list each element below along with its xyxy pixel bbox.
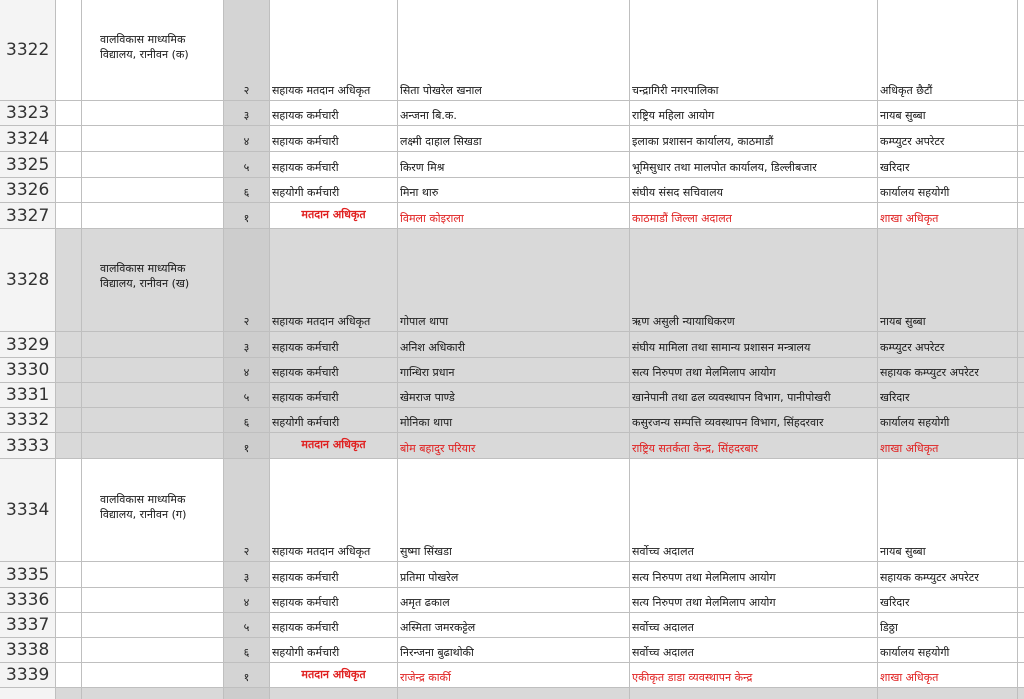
table-row [0,332,1024,358]
cell-name[interactable]: निरन्जना बुढाथोकी [398,638,630,662]
cell-office[interactable]: संघीय मामिला तथा सामान्य प्रशासन मन्त्रालय [630,332,878,357]
table-row [0,562,1024,588]
cell-seq[interactable] [224,688,270,699]
cell-post[interactable]: कार्यालय सहयोगी [878,408,1018,432]
cell-edge[interactable] [1018,229,1024,331]
cell-office[interactable]: सर्वोच्च अदालत [630,638,878,662]
cell-blank[interactable] [56,588,82,612]
row-number[interactable]: 3327 [0,203,56,228]
cell-edge[interactable] [1018,0,1024,100]
row-number[interactable]: 3335 [0,562,56,587]
cell-office[interactable]: सर्वोच्च अदालत [630,459,878,561]
cell-role[interactable]: सहयोगी कर्मचारी [270,178,398,202]
table-row [0,588,1024,613]
cell-name[interactable]: राजेन्द्र कार्की [398,663,630,687]
table-row [0,433,1024,459]
cell-office[interactable]: चन्द्रागिरी नगरपालिका [630,0,878,100]
table-row [0,688,1024,699]
cell-edge[interactable] [1018,332,1024,357]
cell-post[interactable] [878,688,1018,699]
cell-post[interactable]: कम्प्युटर अपरेटर [878,332,1018,357]
cell-school[interactable] [82,613,224,637]
table-row [0,152,1024,178]
table-row [0,0,1024,101]
cell-role[interactable]: सहायक कर्मचारी [270,383,398,407]
cell-school[interactable] [82,588,224,612]
cell-post[interactable]: कार्यालय सहयोगी [878,638,1018,662]
table-row [0,459,1024,562]
cell-office[interactable]: राष्ट्रिय सतर्कता केन्द्र, सिंहदरबार [630,433,878,458]
cell-edge[interactable] [1018,408,1024,432]
row-number[interactable]: 3336 [0,588,56,612]
cell-name[interactable]: मोनिका थापा [398,408,630,432]
cell-office[interactable]: कसुरजन्य सम्पत्ति व्यवस्थापन विभाग, सिंहदरवार [630,408,878,432]
table-row [0,178,1024,203]
cell-blank[interactable] [56,101,82,125]
cell-blank[interactable] [56,358,82,382]
cell-blank[interactable] [56,229,82,331]
cell-name[interactable]: गोपाल थापा [398,229,630,331]
row-number[interactable]: 3322 [0,0,56,100]
cell-seq[interactable]: ३ [224,101,270,125]
cell-post[interactable]: कम्प्युटर अपरेटर [878,126,1018,151]
cell-office[interactable]: इलाका प्रशासन कार्यालय, काठमाडौं [630,126,878,151]
cell-blank[interactable] [56,433,82,458]
cell-seq[interactable]: ५ [224,152,270,177]
cell-office[interactable]: एकीकृत डाडा व्यवस्थापन केन्द्र [630,663,878,687]
cell-edge[interactable] [1018,126,1024,151]
cell-school[interactable] [82,688,224,699]
cell-role[interactable]: सहायक कर्मचारी [270,101,398,125]
cell-seq[interactable]: ५ [224,613,270,637]
cell-blank[interactable] [56,178,82,202]
cell-seq[interactable]: २ [224,459,270,561]
cell-role[interactable]: सहायक मतदान अधिकृत [270,0,398,100]
cell-name[interactable]: सिता पोखरेल खनाल [398,0,630,100]
cell-role[interactable]: सहायक कर्मचारी [270,332,398,357]
cell-post[interactable]: खरिदार [878,152,1018,177]
cell-edge[interactable] [1018,663,1024,687]
table-row [0,229,1024,332]
table-row [0,101,1024,126]
cell-blank[interactable] [56,383,82,407]
cell-name[interactable]: गान्धिरा प्रधान [398,358,630,382]
cell-role[interactable]: मतदान अधिकृत [270,433,398,458]
cell-school[interactable] [82,126,224,151]
cell-post[interactable]: नायब सुब्बा [878,459,1018,561]
row-number[interactable]: 3329 [0,332,56,357]
cell-role[interactable]: सहायक कर्मचारी [270,588,398,612]
cell-role[interactable]: सहायक कर्मचारी [270,562,398,587]
cell-post[interactable]: खरिदार [878,383,1018,407]
row-number[interactable]: 3338 [0,638,56,662]
cell-seq[interactable]: ६ [224,178,270,202]
cell-edge[interactable] [1018,459,1024,561]
cell-school[interactable] [82,663,224,687]
cell-edge[interactable] [1018,152,1024,177]
cell-school[interactable] [82,562,224,587]
cell-post[interactable]: शाखा अधिकृत [878,203,1018,228]
cell-office[interactable] [630,688,878,699]
cell-school[interactable] [82,638,224,662]
row-number[interactable]: 3324 [0,126,56,151]
cell-office[interactable]: ऋण असुली न्यायाधिकरण [630,229,878,331]
cell-role[interactable]: सहायक कर्मचारी [270,126,398,151]
cell-blank[interactable] [56,152,82,177]
row-number[interactable]: 3333 [0,433,56,458]
row-number[interactable]: 3328 [0,229,56,331]
cell-office[interactable]: राष्ट्रिय महिला आयोग [630,101,878,125]
cell-post[interactable]: सहायक कम्प्युटर अपरेटर [878,562,1018,587]
row-number[interactable]: 3331 [0,383,56,407]
cell-role[interactable]: सहायक मतदान अधिकृत [270,459,398,561]
row-number[interactable]: 3326 [0,178,56,202]
cell-office[interactable]: भूमिसुधार तथा मालपोत कार्यालय, डिल्लीबजार [630,152,878,177]
cell-blank[interactable] [56,638,82,662]
cell-name[interactable]: सुष्मा सिंखडा [398,459,630,561]
table-row [0,613,1024,638]
cell-post[interactable]: कार्यालय सहयोगी [878,178,1018,202]
cell-blank[interactable] [56,408,82,432]
cell-school[interactable] [82,203,224,228]
cell-name[interactable]: अमृत ढकाल [398,588,630,612]
cell-blank[interactable] [56,562,82,587]
cell-blank[interactable] [56,0,82,100]
cell-blank[interactable] [56,613,82,637]
cell-school[interactable] [82,408,224,432]
cell-blank[interactable] [56,459,82,561]
cell-seq[interactable]: ६ [224,638,270,662]
cell-edge[interactable] [1018,688,1024,699]
cell-name[interactable]: विमला कोइराला [398,203,630,228]
cell-seq[interactable]: ३ [224,562,270,587]
cell-edge[interactable] [1018,638,1024,662]
cell-office[interactable]: खानेपानी तथा ढल व्यवस्थापन विभाग, पानीपोखरी [630,383,878,407]
cell-edge[interactable] [1018,613,1024,637]
cell-seq[interactable]: ४ [224,358,270,382]
cell-role[interactable]: मतदान अधिकृत [270,663,398,687]
cell-office[interactable]: सत्य निरुपण तथा मेलमिलाप आयोग [630,358,878,382]
cell-blank[interactable] [56,663,82,687]
cell-seq[interactable]: ६ [224,408,270,432]
table-row [0,408,1024,433]
cell-blank[interactable] [56,332,82,357]
table-row [0,663,1024,688]
cell-school[interactable] [82,358,224,382]
cell-seq[interactable]: ५ [224,383,270,407]
cell-post[interactable]: खरिदार [878,588,1018,612]
cell-office[interactable]: सर्वोच्च अदालत [630,613,878,637]
cell-school[interactable] [82,383,224,407]
cell-school[interactable]: वालविकास माध्यमिक विद्यालय, रानीवन (ख) [82,229,224,331]
cell-edge[interactable] [1018,433,1024,458]
cell-school[interactable] [82,433,224,458]
cell-edge[interactable] [1018,562,1024,587]
cell-blank[interactable] [56,126,82,151]
cell-seq[interactable]: ३ [224,332,270,357]
table-row [0,358,1024,383]
cell-seq[interactable]: ४ [224,588,270,612]
cell-blank[interactable] [56,203,82,228]
cell-post[interactable]: नायब सुब्बा [878,229,1018,331]
cell-edge[interactable] [1018,101,1024,125]
cell-post[interactable]: सहायक कम्प्युटर अपरेटर [878,358,1018,382]
row-number[interactable] [0,688,56,699]
cell-role[interactable]: सहायक मतदान अधिकृत [270,229,398,331]
cell-name[interactable]: अन्जना बि.क. [398,101,630,125]
cell-name[interactable]: मिना थारु [398,178,630,202]
cell-blank[interactable] [56,688,82,699]
table-row [0,638,1024,663]
cell-school[interactable]: वालविकास माध्यमिक विद्यालय, रानीवन (ग) [82,459,224,561]
cell-office[interactable]: सत्य निरुपण तथा मेलमिलाप आयोग [630,588,878,612]
row-number[interactable]: 3325 [0,152,56,177]
cell-post[interactable]: शाखा अधिकृत [878,433,1018,458]
cell-seq[interactable]: २ [224,0,270,100]
cell-school[interactable]: वालविकास माध्यमिक विद्यालय, रानीवन (क) [82,0,224,100]
cell-role[interactable]: मतदान अधिकृत [270,203,398,228]
cell-name[interactable]: अस्मिता जमरकट्टेल [398,613,630,637]
cell-name[interactable]: बोम बहादुर परियार [398,433,630,458]
row-number[interactable]: 3337 [0,613,56,637]
cell-seq[interactable]: १ [224,663,270,687]
row-number[interactable]: 3323 [0,101,56,125]
cell-school[interactable] [82,101,224,125]
cell-office[interactable]: सत्य निरुपण तथा मेलमिलाप आयोग [630,562,878,587]
cell-office[interactable]: काठमाडौं जिल्ला अदालत [630,203,878,228]
cell-role[interactable]: सहयोगी कर्मचारी [270,638,398,662]
cell-post[interactable]: शाखा अधिकृत [878,663,1018,687]
cell-role[interactable]: सहायक कर्मचारी [270,613,398,637]
cell-name[interactable]: खेमराज पाण्डे [398,383,630,407]
cell-school[interactable] [82,152,224,177]
cell-seq[interactable]: ४ [224,126,270,151]
table-row [0,203,1024,229]
cell-edge[interactable] [1018,383,1024,407]
cell-name[interactable]: किरण मिश्र [398,152,630,177]
cell-edge[interactable] [1018,178,1024,202]
cell-role[interactable]: सहायक कर्मचारी [270,152,398,177]
cell-name[interactable]: लक्ष्मी दाहाल सिखडा [398,126,630,151]
cell-name[interactable]: प्रतिमा पोखरेल [398,562,630,587]
cell-seq[interactable]: १ [224,203,270,228]
row-number[interactable]: 3330 [0,358,56,382]
cell-post[interactable]: अधिकृत छैटौं [878,0,1018,100]
cell-seq[interactable]: २ [224,229,270,331]
cell-edge[interactable] [1018,588,1024,612]
cell-post[interactable]: डिठ्ठा [878,613,1018,637]
cell-seq[interactable]: १ [224,433,270,458]
cell-school[interactable] [82,332,224,357]
cell-office[interactable]: संघीय संसद सचिवालय [630,178,878,202]
cell-role[interactable]: सहायक कर्मचारी [270,358,398,382]
cell-role[interactable] [270,688,398,699]
cell-school[interactable] [82,178,224,202]
row-number[interactable]: 3334 [0,459,56,561]
row-number[interactable]: 3339 [0,663,56,687]
cell-edge[interactable] [1018,203,1024,228]
row-number[interactable]: 3332 [0,408,56,432]
table-row [0,126,1024,152]
cell-name[interactable]: अनिश अधिकारी [398,332,630,357]
cell-role[interactable]: सहयोगी कर्मचारी [270,408,398,432]
cell-edge[interactable] [1018,358,1024,382]
cell-name[interactable] [398,688,630,699]
cell-post[interactable]: नायब सुब्बा [878,101,1018,125]
table-row [0,383,1024,408]
